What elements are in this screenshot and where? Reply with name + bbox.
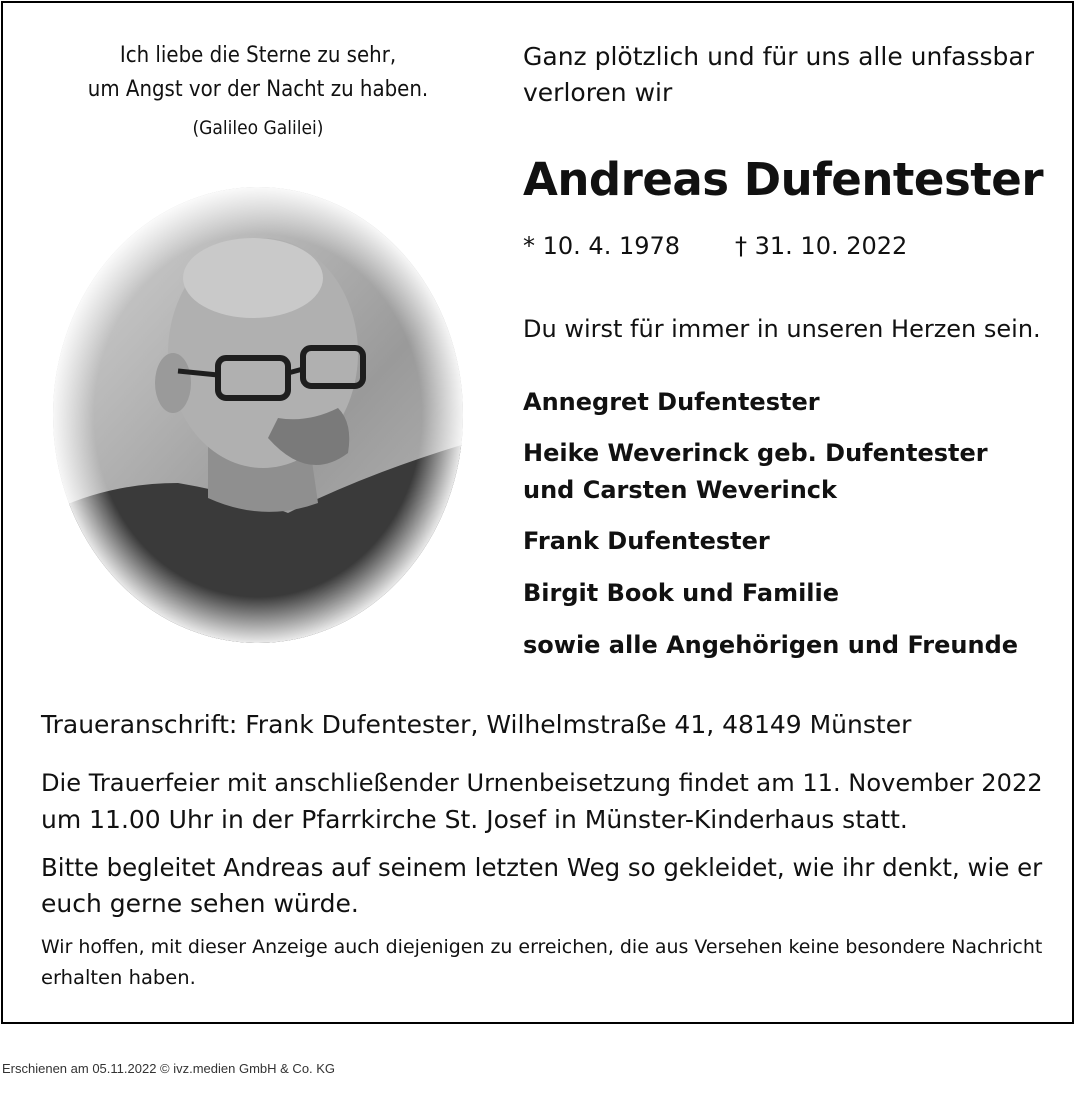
birth-date: * 10. 4. 1978 <box>523 232 681 260</box>
dresscode-line-1: Bitte begleitet Andreas auf seinem letzten Weg so gekleidet, wie ihr denkt, wie er <box>41 853 1043 882</box>
quote-line-1: Ich liebe die Sterne zu sehr, <box>119 43 397 68</box>
mourner-1: Annegret Dufentester <box>523 388 820 416</box>
obituary-frame <box>1 1 1074 1024</box>
ceremony-line-1: Die Trauerfeier mit anschließender Urnenbeisetzung findet am 11. November 2022 <box>41 769 1043 797</box>
dresscode-line-2: euch gerne sehen würde. <box>41 889 359 918</box>
death-date: † 31. 10. 2022 <box>735 232 908 260</box>
portrait-photo <box>48 183 468 648</box>
mourner-5: sowie alle Angehörigen und Freunde <box>523 631 1019 659</box>
ceremony-line-2: um 11.00 Uhr in der Pfarrkirche St. Josef in Münster-Kinderhaus statt. <box>41 805 908 834</box>
mourner-2-continued: und Carsten Weverinck <box>523 476 837 504</box>
quote-author: (Galileo Galilei) <box>192 117 324 139</box>
publication-footer: Erschienen am 05.11.2022 © ivz.medien GmbH & Co. KG <box>2 1061 336 1076</box>
mourner-4: Birgit Book und Familie <box>523 579 840 607</box>
farewell-text: Du wirst für immer in unseren Herzen sein. <box>523 315 1041 343</box>
mourner-3: Frank Dufentester <box>523 527 770 555</box>
notice-line-1: Wir hoffen, mit dieser Anzeige auch diejenigen zu erreichen, die aus Versehen keine besondere Nachricht <box>41 936 1043 958</box>
deceased-name: Andreas Dufentester <box>523 153 1044 206</box>
intro-line-2: verloren wir <box>523 78 673 107</box>
mourning-address: Traueranschrift: Frank Dufentester, Wilhelmstraße 41, 48149 Münster <box>41 710 912 739</box>
notice-line-2: erhalten haben. <box>41 966 196 989</box>
mourner-2: Heike Weverinck geb. Dufentester <box>523 439 988 467</box>
intro-line-1: Ganz plötzlich und für uns alle unfassbar <box>523 42 1034 71</box>
quote-line-2: um Angst vor der Nacht zu haben. <box>87 77 429 102</box>
